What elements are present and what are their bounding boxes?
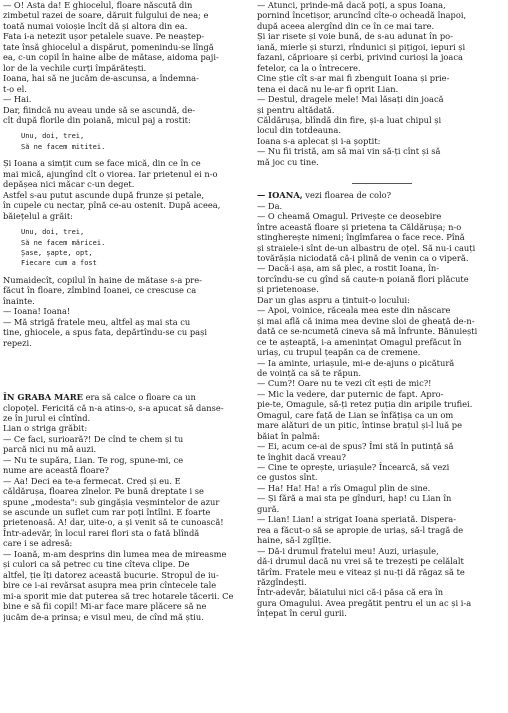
text-line: Unu, doi, trei, — [21, 228, 85, 237]
section-heading-line — [3, 392, 249, 402]
text-line: se ascunde un suflet cum rar poți întîlni. E foarte — [3, 507, 211, 518]
text-line: dă-i drumul dacă nu vrei să te trezești pe celălalt — [257, 556, 464, 567]
text-line: lor de la vechile curți împărătești. — [3, 62, 147, 73]
text-line: Numaidecît, copilul în haine de mătase s-a pre- — [3, 274, 202, 285]
text-line: Și Ioana a simțit cum se face mică, din ce în ce — [3, 158, 201, 169]
text-line: — Mă strigă fratele meu, altfel aș mai sta cu — [3, 316, 191, 327]
text-line: Și iar risete și voie bună, de s-au adunat în po- — [257, 31, 453, 42]
text-line: de voință ca să te răpun. — [257, 367, 361, 378]
text-line: Să ne facem mititei. — [21, 142, 106, 151]
text-line: rea a făcut-o să se apropie de uriaș, să-l tragă de — [257, 524, 464, 535]
text-line: Unu, doi, trei, — [21, 132, 85, 141]
text-line: băiețelul a grăit: — [3, 210, 73, 221]
left-column — [3, 0, 249, 622]
text-line: altfel, ție îți datorez această bucurie. Stropul de iu- — [3, 569, 219, 580]
text-line: ea, c-un copil în haine albe de mătase, aidoma paji- — [3, 52, 219, 63]
text-line: pornind încetișor, aruncînd cîte-o ocheadă înapoi, — [257, 10, 467, 21]
text-line: fetelor, ca la o întrecere. — [257, 62, 361, 73]
text-line: Astfel s-au putut ascunde după frunze și petale, — [3, 189, 204, 200]
text-line: — Dacă-i așa, am să plec, a rostit Ioana, în- — [257, 263, 440, 274]
text-line: înțepat în cerul gurii. — [257, 608, 347, 619]
text-line: stingherește nimeni; îngîmfarea o face rece. Pînă — [257, 232, 465, 243]
text-line: — Dă-i drumul fratelui meu! Auzi, uriașule, — [257, 545, 439, 556]
text-line: mă joc cu tine. — [257, 156, 319, 167]
text-line: — Ha! Ha! Ha! a rîs Omagul plin de sine. — [257, 482, 431, 493]
text-line: gura Omagului. Avea pregătit pentru el un ac și i-a — [257, 597, 472, 608]
paragraph — [257, 0, 507, 167]
text-line: Lian o striga grăbit: — [3, 423, 88, 434]
text-line: — Cum?! Oare nu te vezi cît ești de mic?! — [257, 378, 432, 389]
text-line: mi-a sporit mie dat puterea să trec hotarele tăcerii. Ce — [3, 590, 234, 601]
text-line: Să ne facem măricei. — [21, 238, 106, 247]
text-line: și straiele-i sînt de-un albastru de oțel. Să nu-i cauți — [257, 242, 476, 253]
text-line: — O! Asta da! E ghiocelul, floare născută din — [3, 0, 193, 10]
text-line: gură. — [257, 503, 280, 514]
text-line: clopoțel. Fericită că n-a atins-o, s-a apucat să danse- — [3, 402, 224, 413]
text-line: Ioana, hai să ne jucăm de-ascunsa, a îndemna- — [3, 73, 199, 84]
text-line: — Nu fii tristă, am să mai vin să-ți cînt și să — [257, 146, 441, 157]
text-line: și culori ca să petrec cu tine cîteva clipe. De — [3, 559, 190, 570]
text-line: locul din totdeauna. — [257, 125, 341, 136]
text-line: Într-adevăr, în locul rarei flori sta o fată blîndă — [3, 527, 200, 538]
text-line: și prietenoase. — [257, 284, 319, 295]
text-line: — Cine te oprește, uriașule? Încearcă, să vezi — [257, 462, 450, 473]
text-line: mai mică, ajungînd cît o vioreа. Iar prietenul ei n-o — [3, 168, 218, 179]
section-lead-rest: era să calce o floare ca un — [82, 392, 196, 403]
section-lead: ÎN GRABA MARE — [3, 392, 83, 403]
text-line: băiat în palmă: — [257, 430, 320, 441]
paragraph — [3, 94, 249, 125]
text-line: tărîm. Fratele meu e viteaz și nu-ți dă răgaz să te — [257, 566, 465, 577]
text-line: Dar, fiindcă nu aveau unde să se ascundă, de- — [3, 104, 196, 115]
text-line: t-o el. — [3, 83, 27, 94]
paragraph — [257, 201, 507, 619]
text-line: — Hai. — [3, 94, 32, 105]
text-line: bine e să fii copil! Mi-ar face mare plăcere să ne — [3, 601, 207, 612]
text-line: pie-te, Omagule, să-ți retez puția din aripile trufiei. — [257, 399, 473, 410]
text-line: înainte. — [3, 295, 35, 306]
text-line: fazani, căprioare și cerbi, privind curioși la joaca — [257, 52, 463, 63]
text-line: după aceea alergînd din ce în ce mai tare. — [257, 20, 435, 31]
text-line: — Lian! Lian! a strigat Ioana speriată. Dispera- — [257, 514, 457, 525]
text-line: dată ce se-ncumetă cineva să mă înfrunte. Bănuiești — [257, 326, 478, 337]
text-line: cît după florile din poiană, micul paj a rostit: — [3, 114, 191, 125]
text-line: — Nu te supăra, Lian. Te rog, spune-mi, ce — [3, 454, 184, 465]
text-line: zimbetul razei de soare, dăruit fulgului de nea; e — [3, 10, 209, 21]
paragraph — [3, 275, 249, 348]
text-line: tovărășia niciodată că-i plină de venin ca o viperă. — [257, 252, 469, 263]
text-line: — O cheamă Omagul. Privește ce deosebire — [257, 211, 442, 222]
text-line: tate însă ghiocelul a dispărut, pomenindu-se lîngă — [3, 41, 214, 52]
text-line: te înghit dacă vreau? — [257, 451, 346, 462]
text-line: Dar un glas aspru a țintuit-o locului: — [257, 294, 410, 305]
text-line: — Ei, acum ce-ai de spus? Îmi stă în putință să — [257, 441, 454, 452]
text-line: Fata i-a netezit ușor petalele suave. Pe neaștep- — [3, 31, 205, 42]
text-line: jucăm de-a prinsa; e visul meu, de cînd mă știu. — [3, 611, 204, 622]
section-divider — [352, 183, 412, 184]
text-line: toată numai voioșie încît dă și altora din ea. — [3, 20, 188, 31]
paragraph — [3, 158, 249, 221]
text-line: iană, mierle și sturzi, rîndunici și pițigoi, iepuri și — [257, 41, 466, 52]
text-line: — Aa! Deci ea te-a fermecat. Cred și eu. E — [3, 475, 181, 486]
section-lead: — IOANA, — [257, 190, 303, 201]
text-line: — Ioana! Ioana! — [3, 306, 71, 317]
text-line: tine, ghiocele, a spus fata, depărtîndu-se cu pași — [3, 327, 208, 338]
text-line: Fiecare cum a fost — [21, 259, 97, 268]
text-line: care i se adresă: — [3, 538, 73, 549]
text-line: — Apoi, voinice, răceala mea este din născare — [257, 305, 451, 316]
text-line: haine, să-l zgîlție. — [257, 535, 332, 546]
text-line: — Mic la vedere, dar puternic de fapt. Apro- — [257, 388, 444, 399]
text-line: torcîndu-se cu gînd să caute-n poiană flori plăcute — [257, 273, 469, 284]
text-line: — Ia aminte, uriașule, mi-e de-ajuns o picătură — [257, 357, 455, 368]
text-line: depășea nici măcar c-un deget. — [3, 179, 135, 190]
text-line: și pentru altădată. — [257, 104, 335, 115]
text-line: Cine știe cît s-ar mai fi zbenguit Ioana și prie- — [257, 73, 450, 84]
text-line: — Atunci, prinde-mă dacă poți, a spus Ioana, — [257, 0, 446, 10]
text-line: în cupele cu nectar, pînă ce-au ostenit. După aceea, — [3, 200, 221, 211]
text-line: și mai află că inima mea devine sloi de gheață de-n- — [257, 315, 475, 326]
text-line: Căldărușa, blîndă din fire, și-a luat chipul și — [257, 114, 442, 125]
text-line: Omagul, care față de Lian se înfățișa ca un om — [257, 409, 454, 420]
text-line: — Ioană, m-am desprins din lumea mea de mireasme — [3, 548, 227, 559]
poem-verse — [3, 227, 249, 269]
section-heading-line — [257, 190, 507, 200]
text-line: — Ce faci, surioară?! De cînd te chem și tu — [3, 433, 184, 444]
text-line: spune „modesta": sub gingășia veșmintelor de azur — [3, 496, 220, 507]
text-line: Ioana s-a aplecat și i-a șoptit: — [257, 135, 381, 146]
text-line: bire ce i-ai revărsat asupra mea prin cîntecele tale — [3, 580, 217, 591]
text-line: tena ei dacă nu le-ar fi oprit Lian. — [257, 83, 399, 94]
text-line: răzgîndești. — [257, 577, 307, 588]
text-line: între această floare și prietena ta Căldărușa; n-o — [257, 221, 462, 232]
text-line: făcut în floare, zîmbind Ioanei, ce crescuse ca — [3, 285, 197, 296]
text-line: mare alături de un pitic, întinse brațul și-l luă pe — [257, 420, 462, 431]
text-line: ce te așteaptă, i-a amenințat Omagul prefăcut în — [257, 336, 462, 347]
text-line: ze în jurul ei cîntînd. — [3, 412, 91, 423]
text-line: Șase, șapte, opt, — [21, 248, 93, 257]
paragraph — [3, 0, 249, 94]
right-column — [257, 0, 507, 619]
paragraph — [3, 403, 249, 623]
text-line: — Destul, dragele mele! Mai lăsați din joacă — [257, 94, 444, 105]
text-line: căldărușa, floarea zînelor. Pe bună dreptate i se — [3, 486, 204, 497]
text-line: ce gustos sînt. — [257, 472, 318, 483]
text-line: — Și fără a mai sta pe gînduri, hap! cu Lian în — [257, 493, 452, 504]
poem-verse — [3, 131, 249, 152]
text-line: parcă nici nu mă auzi. — [3, 444, 97, 455]
text-line: — Da. — [257, 200, 283, 211]
text-line: Într-adevăr, băiatului nici că-i păsa că era în — [257, 587, 444, 598]
text-line: prietenoasă. A! dar, uite-o, a și venit să te cunoască! — [3, 517, 224, 528]
text-line: nume are această floare? — [3, 465, 109, 476]
text-line: uriaș, cu trupul țeapăn ca de cremene. — [257, 347, 421, 358]
section-lead-rest: vezi floarea de colo? — [302, 190, 392, 201]
text-line: repezi. — [3, 337, 32, 348]
